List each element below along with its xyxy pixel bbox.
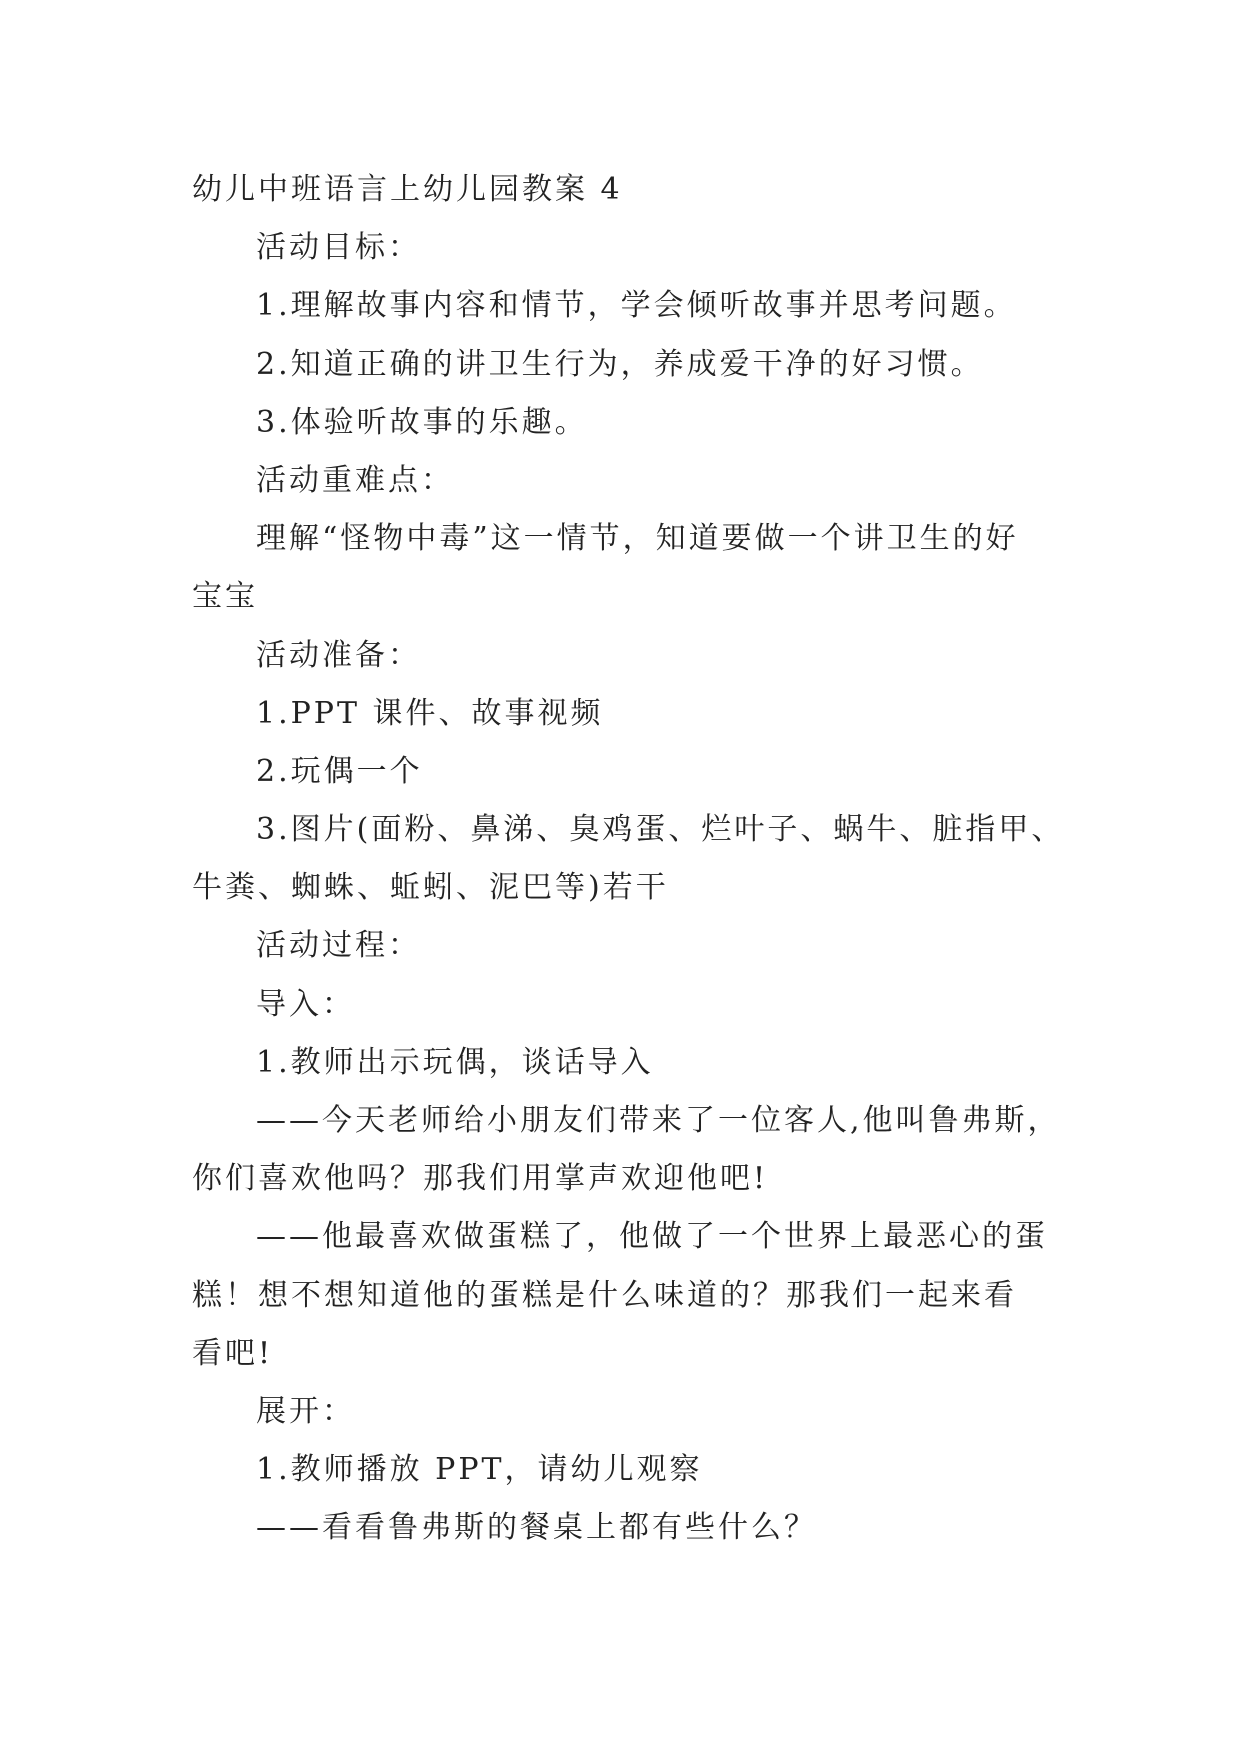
dialogue-1-line-2: 你们喜欢他吗？那我们用掌声欢迎他吧! [192,1161,769,1197]
preparation-item-1: 1.PPT 课件、故事视频 [256,695,604,731]
subheading-development: 展开： [256,1393,355,1429]
goal-item-1: 1.理解故事内容和情节，学会倾听故事并思考问题。 [256,288,1017,324]
dialogue-2-line-2: 糕！想不想知道他的蛋糕是什么味道的？那我们一起来看 [192,1277,1017,1313]
preparation-item-2: 2.玩偶一个 [256,753,423,789]
key-points-paragraph-line-1: 理解“怪物中毒”这一情节，知道要做一个讲卫生的好 [256,521,1019,557]
section-heading-process: 活动过程： [256,928,421,964]
goal-item-2: 2.知道正确的讲卫生行为，养成爱干净的好习惯。 [256,346,984,382]
section-heading-goals: 活动目标： [256,230,421,266]
introduction-step-1: 1.教师出示玩偶，谈话导入 [256,1044,654,1080]
dialogue-2-line-1: ——他最喜欢做蛋糕了，他做了一个世界上最恶心的蛋 [256,1219,1048,1255]
dialogue-2-line-3: 看吧! [192,1335,274,1371]
section-heading-preparation: 活动准备： [256,637,421,673]
document-body [192,161,1072,1558]
section-heading-key-points: 活动重难点： [256,462,454,498]
subheading-introduction: 导入： [256,986,355,1022]
key-points-paragraph-line-2: 宝宝 [192,579,258,615]
dialogue-3-line-1: ——看看鲁弗斯的餐桌上都有些什么？ [256,1510,817,1546]
document-title: 幼儿中班语言上幼儿园教案 4 [192,172,623,207]
goal-item-3: 3.体验听故事的乐趣。 [256,404,588,440]
preparation-item-3-line-2: 牛粪、蜘蛛、蚯蚓、泥巴等)若干 [192,870,669,906]
development-step-1: 1.教师播放 PPT，请幼儿观察 [256,1452,703,1488]
preparation-item-3-line-1: 3.图片(面粉、鼻涕、臭鸡蛋、烂叶子、蜗牛、脏指甲、 [256,812,1065,848]
dialogue-1-line-1: ——今天老师给小朋友们带来了一位客人,他叫鲁弗斯， [256,1103,1061,1138]
